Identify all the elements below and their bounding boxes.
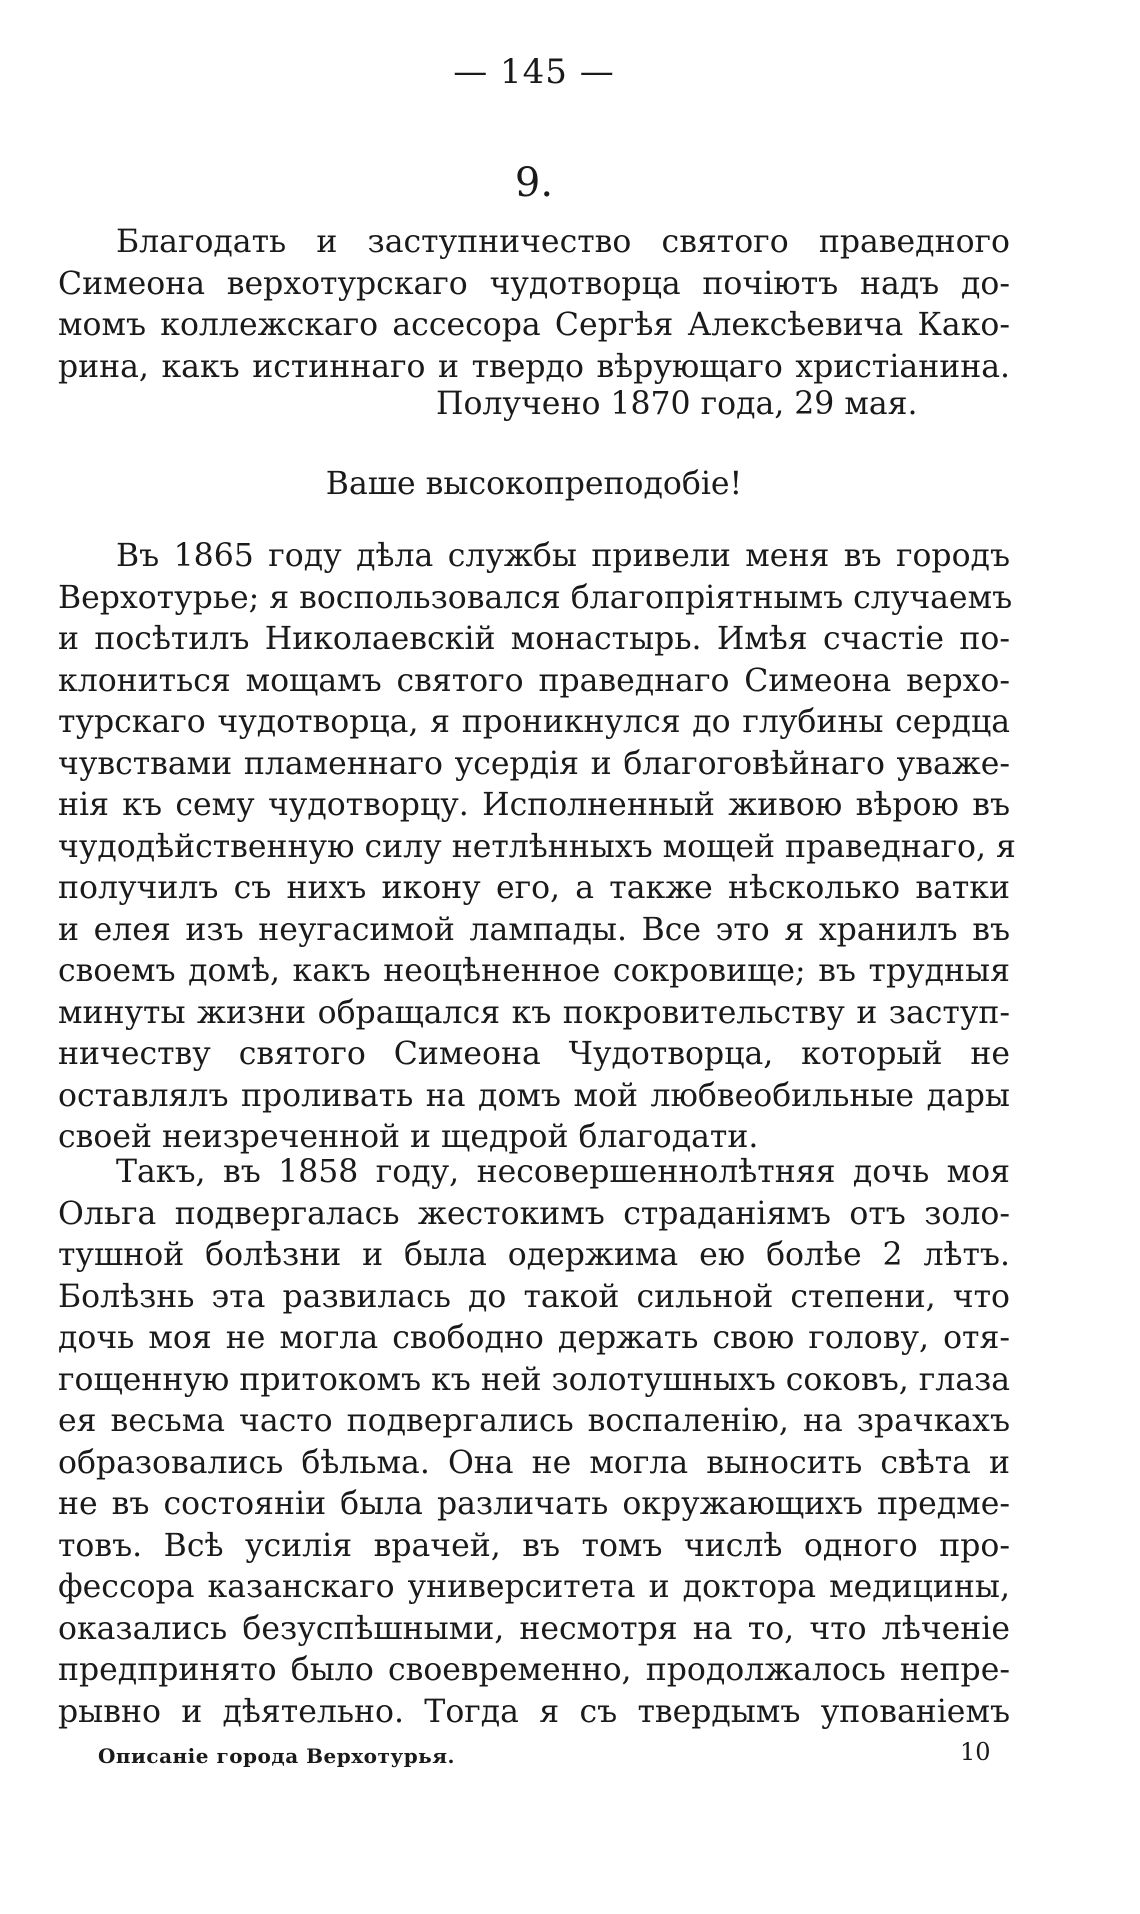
heading-line: рина, какъ истиннаго и твердо вѣрующаго христіанина. [58, 348, 1010, 385]
paragraph-line: чувствами пламеннаго усердія и благоговѣйнаго уваже- [58, 745, 1010, 782]
received-date: Получено 1870 года, 29 мая. [436, 386, 918, 422]
paragraph-line: своемъ домѣ, какъ неоцѣненное сокровище; въ трудныя [58, 953, 1010, 989]
footer-signature: Описаніе города Верхотурья. [98, 1744, 455, 1768]
paragraph-line: не въ состояніи была различать окружающихъ предме- [58, 1486, 1010, 1522]
paragraph-line: предпринято было своевременно, продолжалось непре- [58, 1652, 1010, 1688]
paragraph-line: чудодѣйственную силу нетлѣнныхъ мощей праведнаго, я [58, 828, 1016, 865]
paragraph-line: оставлялъ проливать на домъ мой любвеобильные дары [58, 1077, 1010, 1114]
section-number: 9. [514, 160, 554, 206]
paragraph-line: гощенную притокомъ къ ней золотушныхъ соковъ, глаза [58, 1361, 1011, 1398]
paragraph-line: и елея изъ неугасимой лампады. Все это я хранилъ въ [58, 911, 1010, 948]
paragraph-line: дочь моя не могла свободно держать свою голову, отя- [58, 1320, 1010, 1356]
heading-line: Симеона верхотурскаго чудотворца почіютъ надъ до- [58, 265, 1010, 302]
heading-line: момъ коллежскаго ассесора Сергѣя Алексѣевича Како- [58, 307, 1010, 343]
paragraph-line: и посѣтилъ Николаевскій монастырь. Имѣя счастіе по- [58, 621, 1010, 657]
paragraph-line: оказались безуспѣшными, несмотря на то, что лѣченіе [58, 1610, 1010, 1647]
salutation: Ваше высокопреподобіе! [325, 466, 743, 502]
body-paragraph-2 [58, 1152, 1010, 1733]
paragraph-line: ея весьма часто подвергались воспаленію, на зрачкахъ [58, 1403, 1010, 1439]
paragraph-line: образовались бѣльма. Она не могла выносить свѣта и [58, 1444, 1010, 1481]
page-number: — 145 — [453, 52, 615, 92]
paragraph-line: Болѣзнь эта развилась до такой сильной степени, что [58, 1278, 1010, 1315]
paragraph-line: своей неизреченной и щедрой благодати. [58, 1119, 759, 1155]
heading-line: Благодать и заступничество святого праведного [116, 224, 1010, 260]
paragraph-line: клониться мощамъ святого праведнаго Симеона верхо- [58, 662, 1010, 699]
paragraph-line: Ольга подвергалась жестокимъ страданіямъ отъ золо- [58, 1195, 1010, 1232]
paragraph-line: минуты жизни обращался къ покровительству и заступ- [58, 994, 1010, 1031]
paragraph-line: товъ. Всѣ усилія врачей, въ томъ числѣ одного про- [58, 1527, 1010, 1564]
heading-paragraph [58, 222, 1010, 388]
paragraph-line: получилъ съ нихъ икону его, а также нѣсколько ватки [58, 870, 1010, 906]
paragraph-line: тушной болѣзни и была одержима ею болѣе 2 лѣтъ. [58, 1237, 1010, 1273]
paragraph-line: рывно и дѣятельно. Тогда я съ твердымъ упованіемъ [58, 1693, 1010, 1730]
body-paragraph-1 [58, 536, 1016, 1159]
paragraph-line: ничеству святого Симеона Чудотворца, который не [58, 1036, 1010, 1072]
paragraph-line: нія къ сему чудотворцу. Исполненный живою вѣрою въ [58, 787, 1010, 823]
paragraph-line: Такъ, въ 1858 году, несовершеннолѣтняя дочь моя [116, 1154, 1010, 1190]
paragraph-line: Верхотурье; я воспользовался благопріятнымъ случаемъ [58, 579, 1013, 616]
sheet-number: 10 [960, 1738, 991, 1766]
paragraph-line: турскаго чудотворца, я проникнулся до глубины сердца [58, 704, 1010, 740]
paragraph-line: Въ 1865 году дѣла службы привели меня въ городъ [116, 538, 1010, 574]
paragraph-line: фессора казанскаго университета и доктора медицины, [58, 1569, 1010, 1605]
